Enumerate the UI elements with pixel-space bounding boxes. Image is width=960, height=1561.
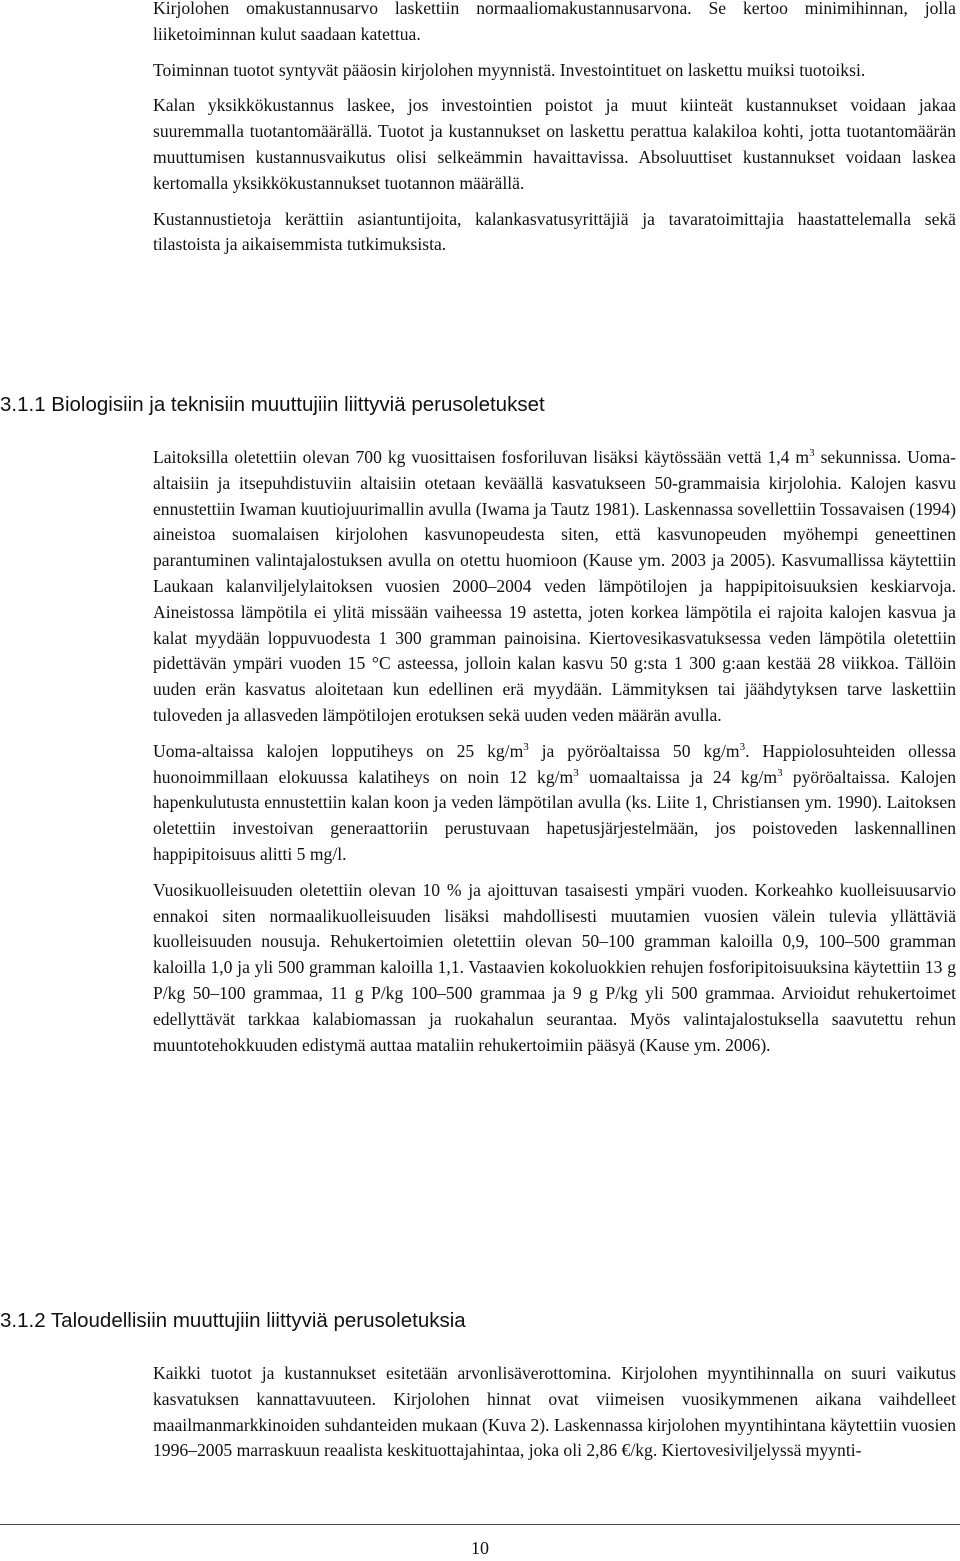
- superscript: 3: [809, 447, 815, 459]
- paragraph-arvonlisaverottomina: Kaikki tuotot ja kustannukset esitetään arvonlisäverottomina. Kirjolohen myyntihinnalla on suuri vaikutus kasvatuksen kannattavuuteen. Kirjolohen hinnat ovat viimeisen vuosikymmenen aikana vaihdelleet maailmanmarkkinoiden suhdanteiden mukaan (Kuva 2). Laskennassa kirjolohen myyntihintana käytettiin vuosien 1996–2005 marraskuun reaalista keskituottajahintaa, joka oli 2,86 €/kg. Kiertovesiviljelyssä myynti-: [153, 1363, 956, 1461]
- superscript: 3: [523, 740, 529, 753]
- paragraph-lopputiheys: [153, 739, 956, 868]
- section-3-1-1-text: [153, 445, 956, 1068]
- text-run: Uoma-altaissa kalojen lopputiheys on 25 kg/m: [153, 740, 524, 761]
- paragraph-vuosikuolleisuus: Vuosikuolleisuuden oletettiin olevan 10 % ja ajoittuvan tasaisesti ympäri vuoden. Korkeahko kuolleisuusarvio ennakoi siten normaalikuolleisuuden lisäksi mahdollisesti muutamien vuosien välein tulevia yllättäviä kuolleisuuden nousuja. Rehukertoimien oletettiin olevan 50–100 gramman kaloilla 0,9, 100–500 gramman kaloilla 1,0 ja yli 500 gramman kaloilla 1,1. Vastaavien kokoluokkien rehujen fosforipitoisuuksina käytettiin 13 g P/kg 50–100 grammaa, 11 g P/kg 100–500 grammaa ja 9 g P/kg yli 500 grammaa. Arvioidut rehukertoimet edellyttävät tarkkaa kalabiomassan ja ruokahalun seurantaa. Myös valintajalostuksella saavutettu rehun muuntotehokkuuden edistymä auttaa mataliin rehukertoimiin pääsyä (Kause ym. 2006).: [153, 879, 956, 1055]
- superscript: 3: [573, 766, 579, 779]
- text-run: pyöröaltaissa. Kalojen hapenkulutusta ennustettiin kalan koon ja veden lämpötilan avulla (ks. Liite 1, Christiansen ym. 1990). Laitoksen oletettiin investoivan generaattoriin perustuvaan hapetusjärjestelmään, jos poistoveden laskennallinen happipitoisuus alitti 5 mg/l.: [153, 766, 956, 864]
- text-run: sekunnissa. Uoma-altaisiin ja itsepuhdistuviin altaisiin otetaan keväällä kasvatukseen 50-grammaisia kirjolohia. Kalojen kasvu ennustettiin Iwaman kuutiojuurimallin avulla (Iwama ja Tautz 1981). Laskennassa sovellettiin Tossavaisen (1994) aineistoa suomalaisen kirjolohen kasvunopeudesta siten, että kasvunopeuden myöhempi geneettinen parantuminen valintajalostuksen avulla on otettu huomioon (Kause ym. 2003 ja 2005). Kasvumallissa käytettiin Laukaan kalanviljelylaitoksen vuosien 2000–2004 veden lämpötilojen ja happipitoisuuksien keskiarvoja. Aineistossa lämpötila ei ylitä missään vaiheessa 19 astetta, joten korkea lämpötila ei rajoita kalojen kasvua ja kalat myydään loppuvuodesta 1 300 gramman painoisina. Kiertovesikasvatuksessa veden lämpötila oletettiin pidettävän ympäri vuoden 15 °C asteessa, jolloin kalan kasvu 50 g:sta 1 300 g:aan kestää 28 viikkoa. Tällöin uuden erän kasvatus aloitetaan kun edellinen erä myydään. Lämmityksen tai jäähdytyksen tarve laskettiin tuloveden ja allasveden lämpötilojen erotuksen sekä uuden veden määrän avulla.: [153, 447, 956, 725]
- footer-divider: [0, 1524, 960, 1525]
- superscript: 3: [777, 766, 783, 779]
- text-run: uomaaltaissa ja 24 kg/m: [578, 766, 778, 787]
- section-heading-3-1-2: 3.1.2 Taloudellisiin muuttujiin liittyviä perusoletuksia: [0, 1309, 466, 1332]
- superscript: 3: [739, 740, 746, 753]
- intro-text-block: [153, 0, 956, 268]
- paragraph-yksikkokustannus: Kalan yksikkökustannus laskee, jos investointien poistot ja muut kiinteät kustannukset voidaan jakaa suuremmalla tuotantomäärällä. Tuotot ja kustannukset on laskettu perattua kalakiloa kohti, jotta tuotantomäärän muuttumisen kustannusvaikutus olisi selkeämmin havaittavissa. Absoluuttiset kustannukset voidaan laskea kertomalla yksikkökustannukset tuotannon määrällä.: [153, 95, 956, 193]
- paragraph-kustannustietoja: Kustannustietoja kerättiin asiantuntijoita, kalankasvatusyrittäjiä ja tavaratoimittajia haastattelemalla sekä tilastoista ja aikaisemmista tutkimuksista.: [153, 208, 956, 255]
- text-run: Laitoksilla oletettiin olevan 700 kg vuosittaisen fosforiluvan lisäksi käytössään vettä 1,4 m: [153, 447, 810, 467]
- paragraph-omakustannusarvo: Kirjolohen omakustannusarvo laskettiin normaaliomakustannusarvona. Se kertoo minimihinnan, jolla liiketoiminnan kulut saadaan katettua.: [153, 0, 956, 44]
- paragraph-laitoksilla: [153, 445, 956, 729]
- section-3-1-2-text: [153, 1361, 956, 1474]
- text-run: . Happiolosuhteiden ollessa huonoimmillaan elokuussa kalatiheys on noin 12 kg/m: [153, 740, 957, 787]
- paragraph-tuotot: Toiminnan tuotot syntyvät pääosin kirjolohen myynnistä. Investointituet on laskettu muiksi tuotoiksi.: [153, 59, 866, 80]
- page-number: 10: [471, 1538, 489, 1558]
- text-run: ja pyöröaltaissa 50 kg/m: [528, 740, 740, 761]
- section-heading-3-1-1: 3.1.1 Biologisiin ja teknisiin muuttujiin liittyviä perusoletukset: [0, 393, 545, 416]
